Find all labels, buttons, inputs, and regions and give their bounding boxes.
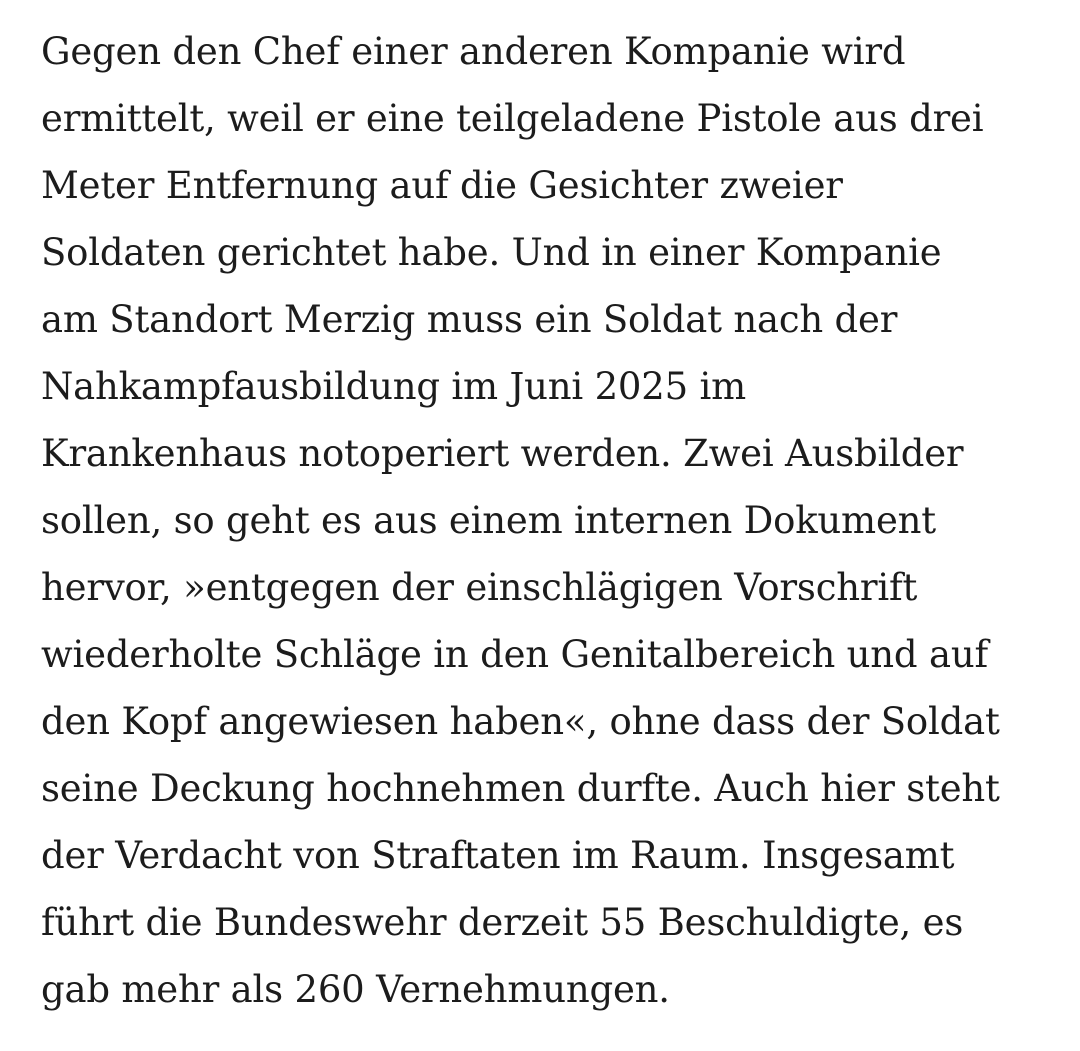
paragraph-line: wiederholte Schläge in den Genitalbereich und auf <box>41 633 988 676</box>
paragraph-line: gab mehr als 260 Vernehmungen. <box>41 968 670 1011</box>
paragraph-line: sollen, so geht es aus einem internen Dokument <box>41 499 936 542</box>
article-paragraph <box>41 18 1061 1023</box>
paragraph-line: Meter Entfernung auf die Gesichter zweier <box>41 164 843 207</box>
paragraph-line: den Kopf angewiesen haben«, ohne dass der Soldat <box>41 700 1000 743</box>
paragraph-line: der Verdacht von Straftaten im Raum. Insgesamt <box>41 834 955 877</box>
paragraph-line: Nahkampfausbildung im Juni 2025 im <box>41 365 747 408</box>
paragraph-line: seine Deckung hochnehmen durfte. Auch hier steht <box>41 767 1000 810</box>
paragraph-line: Gegen den Chef einer anderen Kompanie wird <box>41 30 906 73</box>
paragraph-line: am Standort Merzig muss ein Soldat nach der <box>41 298 898 341</box>
paragraph-line: führt die Bundeswehr derzeit 55 Beschuldigte, es <box>41 901 964 944</box>
paragraph-line: Krankenhaus notoperiert werden. Zwei Ausbilder <box>41 432 964 475</box>
paragraph-line: ermittelt, weil er eine teilgeladene Pistole aus drei <box>41 97 984 140</box>
paragraph-line: hervor, »entgegen der einschlägigen Vorschrift <box>41 566 918 609</box>
paragraph-line: Soldaten gerichtet habe. Und in einer Kompanie <box>41 231 942 274</box>
